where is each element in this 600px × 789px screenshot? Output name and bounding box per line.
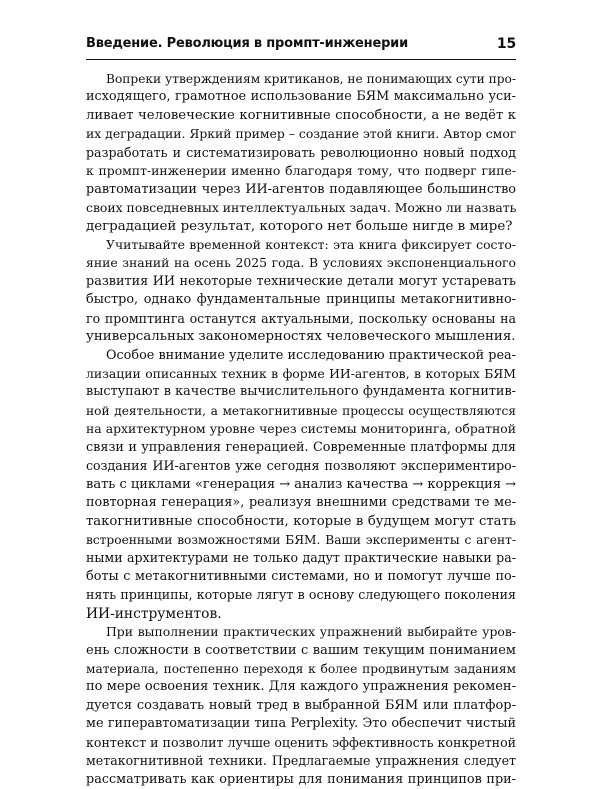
text-line: Особое внимание уделите исследованию практической реа-: [106, 347, 516, 363]
text-line: ме гиперавтоматизации типа Perplexity. Это обеспечит чистый: [86, 716, 516, 732]
text-line: лизации описанных техник в форме ИИ-агентов, в которых БЯМ: [86, 366, 516, 381]
text-line: Вопреки утверждениям критиканов, не понимающих сути про-: [106, 72, 517, 86]
text-line: метакогнитивной техники. Предлагаемые упражнения следует: [86, 753, 516, 769]
text-line: контекст и позволит лучше оценить эффективность конкретной: [86, 734, 517, 750]
text-line: ной деятельности, а метакогнитивные процессы осуществляются: [86, 403, 516, 418]
chapter-title: Введение. Революция в промпт-инженерии: [86, 36, 408, 51]
text-line: исходящего, грамотное использование БЯМ максимально уси-: [86, 89, 516, 105]
text-line: нять принципы, которые лягут в основу следующего поколения: [86, 587, 516, 603]
text-line: по мере освоения техник. Для каждого упражнения рекомен-: [86, 679, 516, 695]
text-line: ливает человеческие когнитивные способности, а не ведёт к: [86, 107, 516, 123]
text-line: на архитектурном уровне через системы мониторинга, обратной: [86, 421, 516, 437]
text-line: яние знаний на осень 2025 года. В условиях экспоненциального: [86, 255, 516, 271]
text-line: к промпт-инженерии именно благодаря тому, что подверг гипе-: [86, 163, 516, 179]
text-line: их деградации. Яркий пример – создание этой книги. Автор смог: [86, 126, 517, 142]
text-line: повторная генерация», реализуя внешними средствами те ме-: [86, 495, 516, 511]
body-text: [86, 70, 516, 789]
text-line: универсальных закономерностях человеческого мышления.: [86, 329, 516, 345]
text-line: ИИ-инструментов.: [86, 605, 222, 622]
text-line: рассматривать как ориентиры для понимания принципов при-: [86, 771, 516, 787]
text-line: связи и управления генерацией. Современные платформы для: [86, 439, 516, 455]
running-header: [86, 36, 516, 58]
text-line: Учитывайте временной контекст: эта книга фиксирует состо-: [106, 236, 516, 252]
text-line: развития ИИ некоторые технические детали могут устаревать: [86, 273, 516, 289]
text-line: При выполнении практических упражнений выбирайте уров-: [106, 624, 516, 640]
text-line: боты с метакогнитивными системами, но и помогут лучше по-: [86, 568, 516, 584]
header-rule: [86, 59, 516, 60]
text-line: такогнитивные способности, которые в будущем могут стать: [86, 513, 516, 529]
text-line: материала, постепенно переходя к более продвинутым заданиям: [86, 662, 516, 676]
text-line: дуется создавать новый тред в выбранной БЯМ или платфор-: [86, 697, 516, 713]
text-line: деградацией результат, которого нет больше нигде в мире?: [86, 218, 513, 234]
text-line: быстро, однако фундаментальные принципы метакогнитивно-: [86, 292, 516, 308]
text-line: равтоматизации через ИИ-агентов подавляющее большинство: [86, 181, 516, 197]
text-line: ень сложности в соответствии с вашим текущим пониманием: [86, 642, 516, 658]
text-line: своих повседневных интеллектуальных задач. Можно ли назвать: [86, 200, 517, 216]
text-line: вать с циклами «генерация → анализ качества → коррекция →: [86, 476, 517, 492]
text-line: ными архитектурами не только дадут практические навыки ра-: [86, 550, 516, 566]
text-line: создания ИИ-агентов уже сегодня позволяют экспериментиро-: [86, 458, 516, 474]
page-number: 15: [496, 36, 516, 52]
text-line: разработать и систематизировать революционно новый подход: [86, 144, 516, 160]
text-line: выступают в качестве вычислительного фундамента когнитив-: [86, 384, 516, 400]
text-line: встроенными возможностями БЯМ. Ваши эксперименты с агент-: [86, 532, 516, 547]
text-line: го промптинга останутся актуальными, поскольку основаны на: [86, 310, 516, 326]
